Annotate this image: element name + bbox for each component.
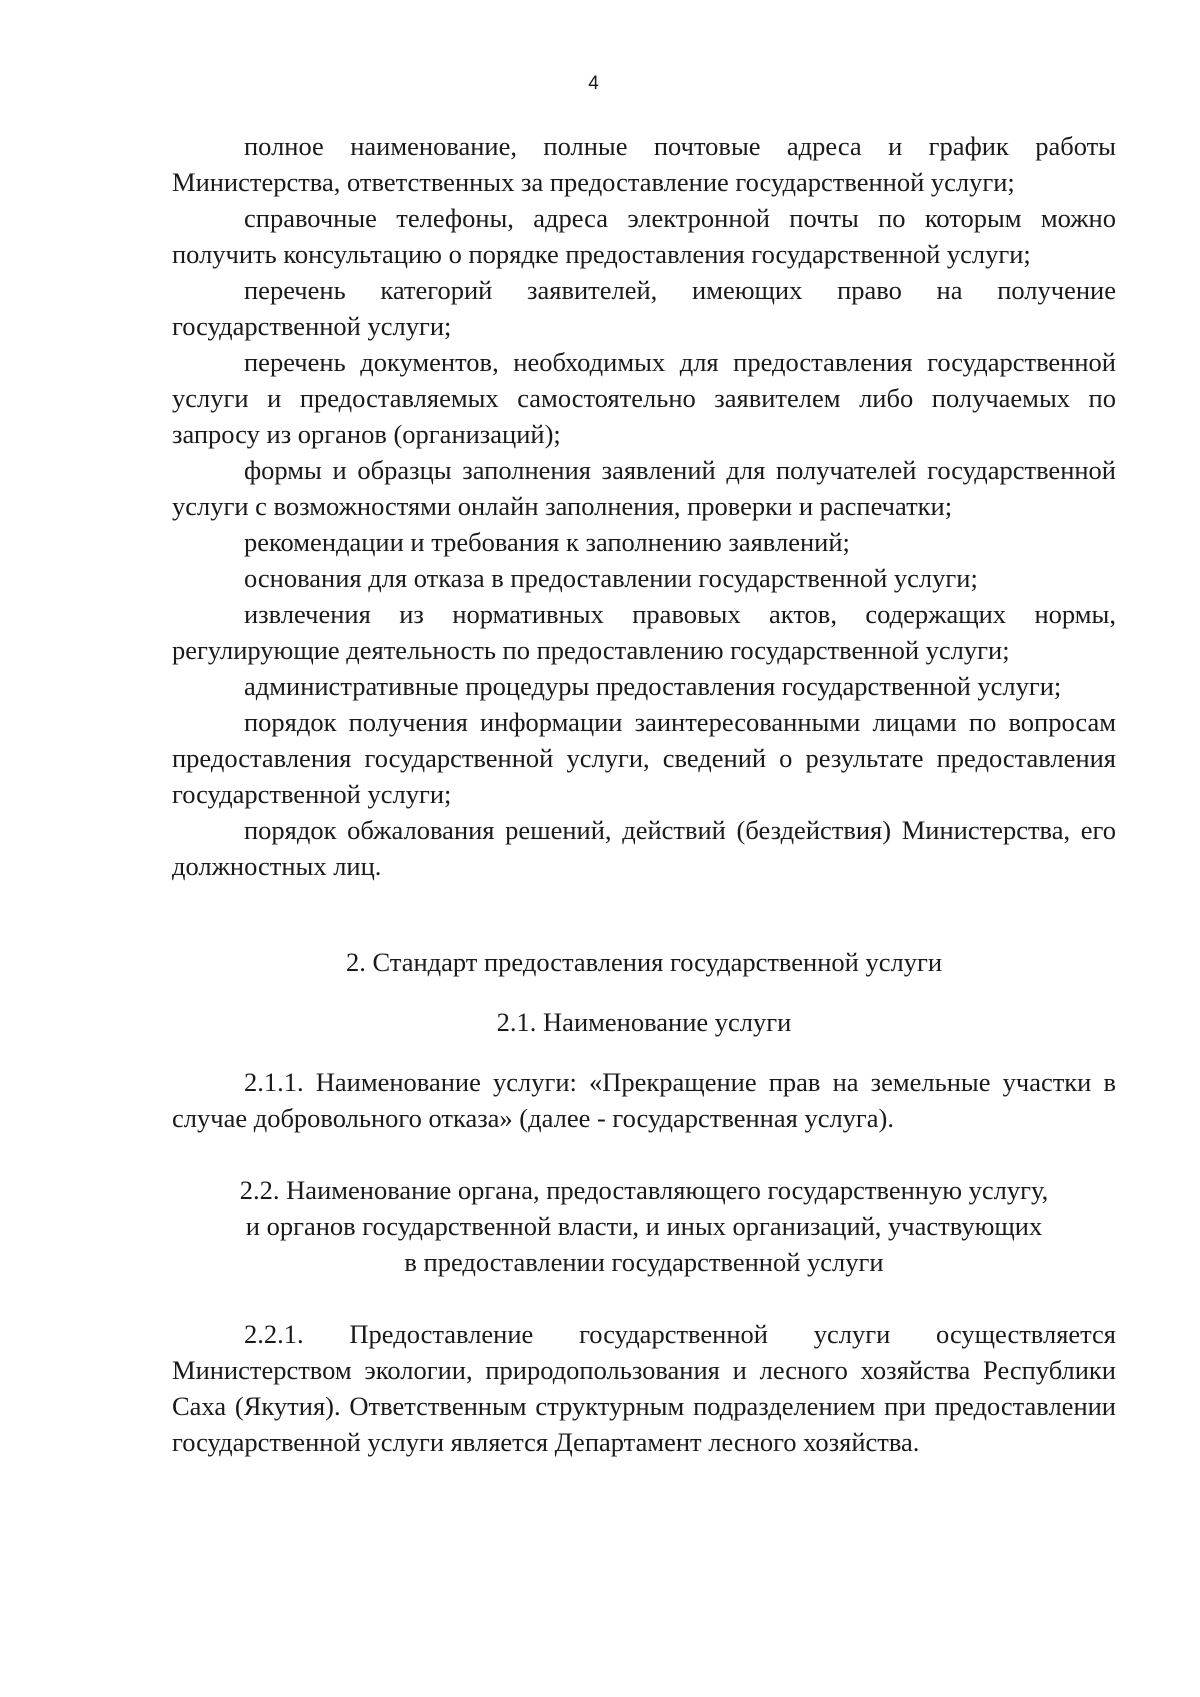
list-item: основания для отказа в предоставлении государственной услуги; xyxy=(244,563,978,593)
section-2-2-heading-line: в предоставлении государственной услуги xyxy=(404,1247,884,1277)
paragraph-2-1-1: 2.1.1. Наименование услуги: «Прекращение прав на земельные участки в случае добровольного отказа» (далее - государственная услуга). xyxy=(172,1067,1116,1133)
list-item: административные процедуры предоставления государственной услуги; xyxy=(244,671,1062,701)
list-item: справочные телефоны, адреса электронной почты по которым можно получить консультацию о порядке предоставления государственной услуги; xyxy=(172,203,1116,269)
section-2-2-heading-line: и органов государственной власти, и иных организаций, участвующих xyxy=(245,1211,1043,1241)
list-item: полное наименование, полные почтовые адреса и график работы Министерства, ответственных за предоставление государственной услуги; xyxy=(172,131,1116,197)
list-item: перечень документов, необходимых для предоставления государственной услуги и предоставляемых самостоятельно заявителем либо получаемых по запросу из органов (организаций); xyxy=(172,347,1116,449)
document-body xyxy=(172,128,1116,1460)
list-item: рекомендации и требования к заполнению заявлений; xyxy=(244,527,850,557)
list-item: извлечения из нормативных правовых актов, содержащих нормы, регулирующие деятельность по предоставлению государственной услуги; xyxy=(172,599,1116,665)
info-list xyxy=(172,128,1116,884)
section-2-1-heading: 2.1. Наименование услуги xyxy=(496,1007,792,1037)
list-item: формы и образцы заполнения заявлений для получателей государственной услуги с возможностями онлайн заполнения, проверки и распечатки; xyxy=(172,455,1116,521)
list-item: порядок получения информации заинтересованными лицами по вопросам предоставления государственной услуги, сведений о результате предоставления государственной услуги; xyxy=(172,707,1116,809)
section-2-heading: 2. Стандарт предоставления государственной услуги xyxy=(345,947,943,977)
page-number: 4 xyxy=(588,73,599,94)
section-2-2-heading-line: 2.2. Наименование органа, предоставляющего государственную услугу, xyxy=(239,1175,1049,1205)
list-item: перечень категорий заявителей, имеющих право на получение государственной услуги; xyxy=(172,275,1116,341)
list-item: порядок обжалования решений, действий (бездействия) Министерства, его должностных лиц. xyxy=(172,815,1116,881)
section-2-2-heading xyxy=(172,1172,1116,1280)
paragraph-2-2-1: 2.2.1. Предоставление государственной услуги осуществляется Министерством экологии, природопользования и лесного хозяйства Республики Саха (Якутия). Ответственным структурным подразделением при предоставлении государственной услуги является Департамент лесного хозяйства. xyxy=(172,1319,1116,1457)
